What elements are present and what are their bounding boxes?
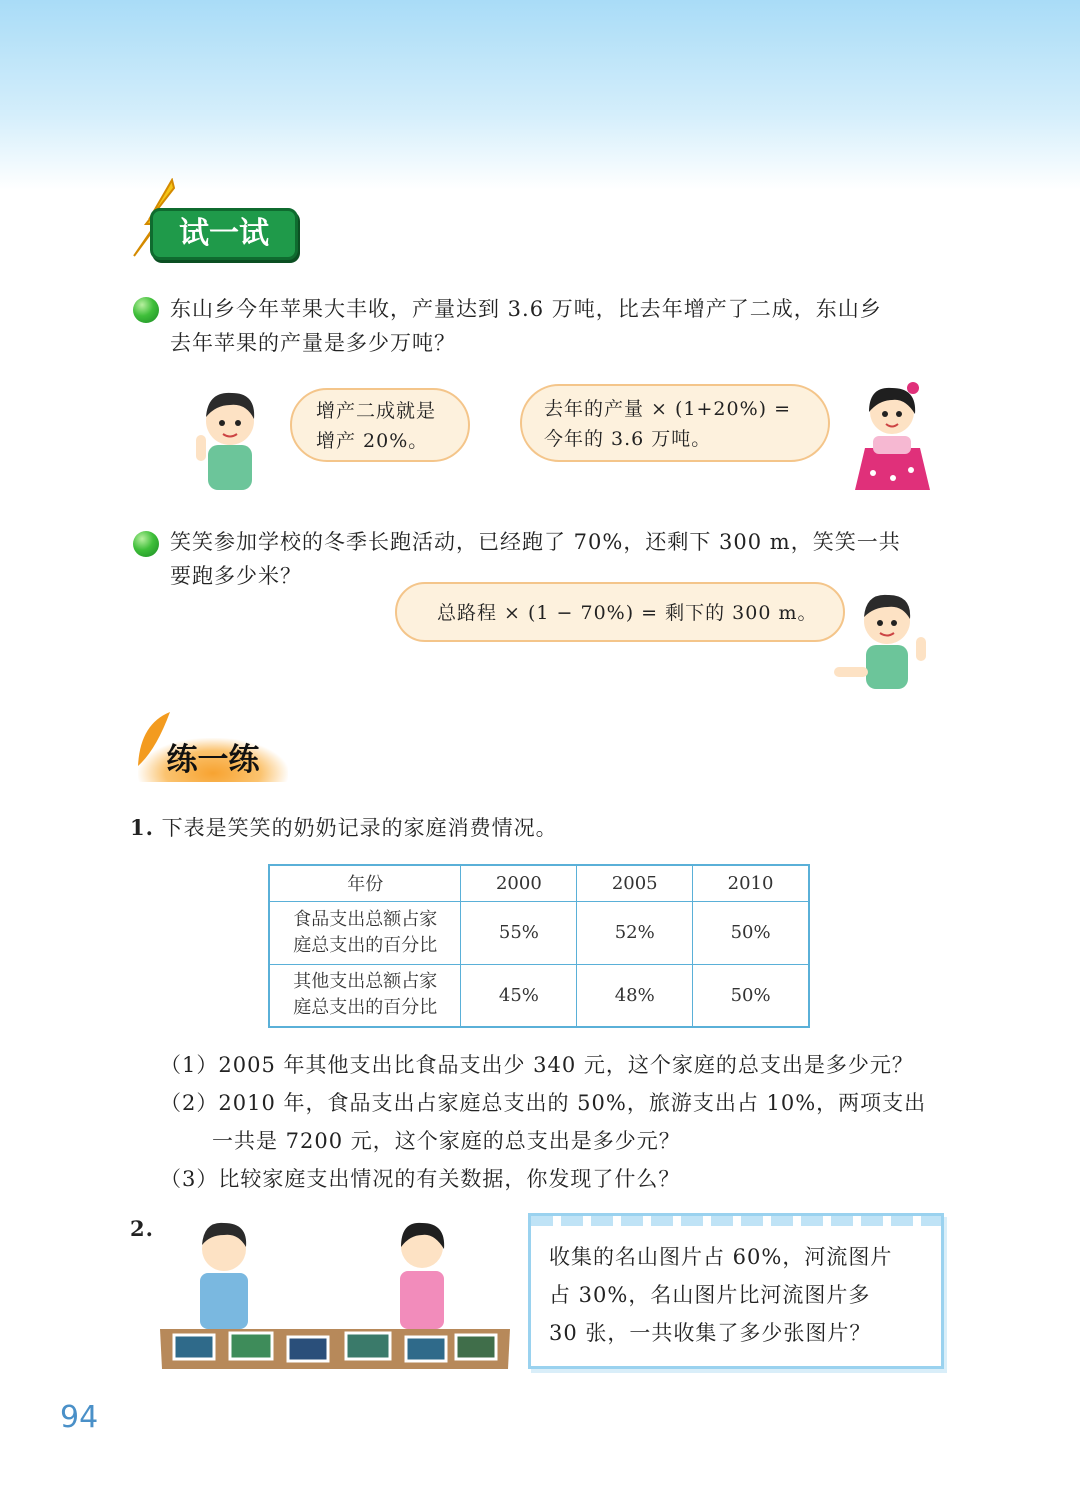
table-row	[269, 901, 809, 964]
consumption-table	[268, 864, 810, 1028]
try-section-header	[130, 178, 300, 260]
try-section-title: 试一试	[150, 208, 298, 260]
try-question-1: 东山乡今年苹果大丰收，产量达到 3.6 万吨，比去年增产了二成，东山乡 去年苹果的产量是多少万吨？	[170, 297, 882, 355]
table-cell: 55%	[461, 901, 577, 964]
table-cell: 45%	[461, 964, 577, 1027]
boy-character-illustration	[190, 385, 270, 500]
table-cell: 52%	[577, 901, 693, 964]
card-decoration	[531, 1216, 941, 1226]
table-cell: 48%	[577, 964, 693, 1027]
question-bullet-icon	[133, 297, 159, 323]
practice-section-header	[130, 710, 300, 790]
exercise-2-number: 2.	[130, 1216, 154, 1241]
page-number: 94	[60, 1400, 99, 1435]
girl-speech-bubble: 去年的产量 × (1+20%) = 今年的 3.6 万吨。	[520, 384, 830, 462]
exercise-1-subquestions: （1）2005 年其他支出比食品支出少 340 元，这个家庭的总支出是多少元？ （2）2010 年，食品支出占家庭总支出的 50%，旅游支出占 10%，两项支出 一共是 7200 元，这个家庭的总支出是多少元？ （3）比较家庭支出情况的有关数据，你发现了什么？	[160, 1053, 927, 1191]
table-cell: 50%	[693, 901, 809, 964]
table-row-label: 食品支出总额占家 庭总支出的百分比	[269, 901, 461, 964]
table-cell: 50%	[693, 964, 809, 1027]
table-header-row: 年份 2000 2005 2010	[269, 865, 809, 901]
children-sorting-pictures-illustration	[160, 1213, 510, 1373]
exercise-2-text: 收集的名山图片占 60%，河流图片 占 30%，名山图片比河流图片多 30 张，一共收集了多少张图片？	[549, 1245, 893, 1345]
boy-character-illustration-2	[830, 585, 940, 695]
boy-speech-bubble-2: 总路程 × (1 − 70%) = 剩下的 300 m。	[395, 582, 845, 642]
girl-character-illustration	[845, 378, 940, 498]
sky-background	[0, 0, 1080, 190]
boy-speech-bubble: 增产二成就是 增产 20%。	[290, 388, 470, 462]
question-bullet-icon	[133, 531, 159, 557]
exercise-1-intro: 1. 下表是笑笑的奶奶记录的家庭消费情况。	[130, 815, 558, 840]
exercise-2-card	[528, 1213, 944, 1369]
table-row	[269, 964, 809, 1027]
table-row-label: 其他支出总额占家 庭总支出的百分比	[269, 964, 461, 1027]
try-question-2: 笑笑参加学校的冬季长跑活动，已经跑了 70%，还剩下 300 m，笑笑一共 要跑多少米？	[170, 530, 901, 588]
practice-section-title: 练一练	[138, 738, 288, 782]
